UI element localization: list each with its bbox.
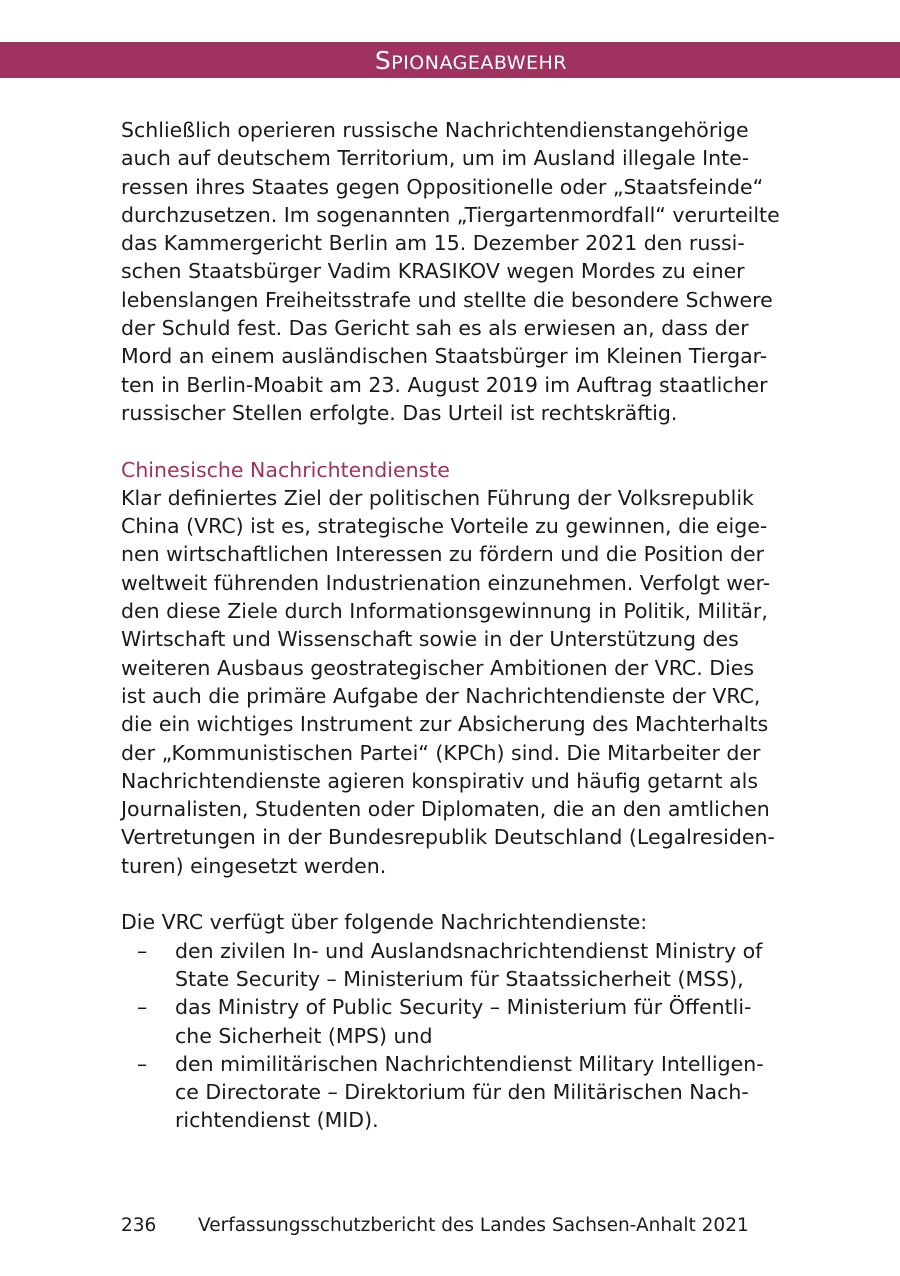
text-line: der „Kommunistischen Partei“ (KPCh) sind. Die Mitarbeiter der <box>121 740 761 765</box>
list-item <box>121 1050 781 1135</box>
text-line: schen Staatsbürger Vadim KRASIKOV wegen Mordes zu einer <box>121 259 745 284</box>
paragraph-russian-services <box>121 116 781 427</box>
section-header-band <box>0 42 900 78</box>
text-line: weltweit führenden Industrienation einzunehmen. Verfolgt wer- <box>121 570 771 595</box>
text-line: ist auch die primäre Aufgabe der Nachrichtendienste der VRC, <box>121 683 761 708</box>
text-line: der Schuld fest. Das Gericht sah es als erwiesen an, dass der <box>121 316 749 341</box>
text-line: den mimilitärischen Nachrichtendienst Military Intelligen- <box>175 1051 764 1076</box>
page-number: 236 <box>121 1215 157 1236</box>
paragraph-gap <box>121 880 781 908</box>
text-line: Nachrichtendienste agieren konspirativ und häufig getarnt als <box>121 768 759 793</box>
subheading-chinese-services: Chinesische Nachrichtendienste <box>121 457 450 482</box>
list-intro: Die VRC verfügt über folgende Nachrichtendienste: <box>121 910 648 935</box>
text-line: ce Directorate – Direktorium für den Militärischen Nach- <box>175 1080 749 1105</box>
text-line: ten in Berlin-Moabit am 23. August 2019 im Auftrag staatlicher <box>121 372 768 397</box>
text-line: den diese Ziele durch Informationsgewinnung in Politik, Militär, <box>121 599 768 624</box>
paragraph-gap <box>121 427 781 455</box>
text-line: auch auf deutschem Territorium, um im Ausland illegale Inte- <box>121 146 750 171</box>
publication-title: Verfassungsschutzbericht des Landes Sachsen-Anhalt 2021 <box>198 1215 749 1236</box>
text-line: nen wirtschaftlichen Interessen zu fördern und die Position der <box>121 542 765 567</box>
text-line: che Sicherheit (MPS) und <box>175 1023 433 1048</box>
section-title-rest: PIONAGEABWEHR <box>391 52 567 74</box>
text-line: Wirtschaft und Wissenschaft sowie in der Unterstützung des <box>121 627 739 652</box>
list-item <box>121 937 781 994</box>
text-line: State Security – Ministerium für Staatssicherheit (MSS), <box>175 966 744 991</box>
page-footer <box>121 1214 749 1238</box>
dash-bullet: – <box>137 938 148 963</box>
text-line: weiteren Ausbaus geostrategischer Ambitionen der VRC. Dies <box>121 655 755 680</box>
text-line: das Kammergericht Berlin am 15. Dezember 2021 den russi- <box>121 231 745 256</box>
text-line: turen) eingesetzt werden. <box>121 853 387 878</box>
text-line: ressen ihres Staates gegen Oppositionelle oder „Staatsfeinde“ <box>121 174 764 199</box>
text-line: Schließlich operieren russische Nachrichtendienstangehörige <box>121 118 749 142</box>
list-item <box>121 993 781 1050</box>
dash-bullet: – <box>137 1051 148 1076</box>
dash-bullet: – <box>137 995 148 1020</box>
text-line: Journalisten, Studenten oder Diplomaten, die an den amtlichen <box>121 797 770 822</box>
text-line: die ein wichtiges Instrument zur Absicherung des Machterhalts <box>121 712 769 737</box>
text-line: das Ministry of Public Security – Ministerium für Öffentli- <box>175 995 752 1020</box>
paragraph-chinese-services <box>121 484 781 880</box>
text-line: lebenslangen Freiheitsstrafe und stellte die besondere Schwere <box>121 287 773 312</box>
section-title <box>375 46 567 78</box>
text-line: richtendienst (MID). <box>175 1108 379 1133</box>
text-line: China (VRC) ist es, strategische Vorteile zu gewinnen, die eige- <box>121 514 768 539</box>
text-line: russischer Stellen erfolgte. Das Urteil ist rechtskräftig. <box>121 400 678 425</box>
section-title-initial: S <box>374 46 392 75</box>
text-line: Vertretungen in der Bundesrepublik Deutschland (Legalresiden- <box>121 825 775 850</box>
intelligence-services-list <box>121 937 781 1135</box>
text-line: Klar definiertes Ziel der politischen Führung der Volksrepublik <box>121 485 754 510</box>
text-line: Mord an einem ausländischen Staatsbürger im Kleinen Tiergar- <box>121 344 768 369</box>
page-body <box>121 116 781 1135</box>
text-line: den zivilen In- und Auslandsnachrichtendienst Ministry of <box>175 938 763 963</box>
text-line: durchzusetzen. Im sogenannten „Tiergartenmordfall“ verurteilte <box>121 202 780 227</box>
